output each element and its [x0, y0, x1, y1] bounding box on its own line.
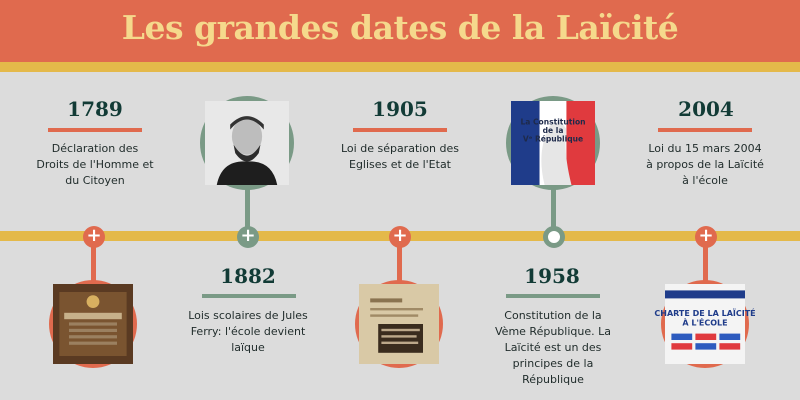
event-1789-description: Déclaration des Droits de l'Homme et du Citoyen [36, 142, 154, 187]
svg-text:CHARTE DE LA LAÏCITÉ: CHARTE DE LA LAÏCITÉ [654, 309, 756, 318]
header-band [0, 62, 800, 72]
plus-icon: + [698, 225, 714, 246]
event-1905-node[interactable] [389, 226, 411, 248]
event-1958-image [506, 96, 600, 190]
event-1882-year: 1882 [220, 264, 276, 288]
event-1789-year: 1789 [67, 97, 123, 121]
svg-text:Vᵉ République: Vᵉ République [522, 134, 584, 144]
constitution-cover-image [511, 101, 595, 185]
svg-text:À L'ÉCOLE: À L'ÉCOLE [682, 318, 728, 328]
event-1905-underline [353, 128, 447, 132]
event-1882-underline [202, 294, 296, 298]
event-1905-year: 1905 [372, 97, 428, 121]
event-1882-node[interactable] [237, 226, 259, 248]
event-1789-node[interactable] [83, 226, 105, 248]
declaration-document-image [53, 284, 133, 364]
event-1958-description: Constitution de la Vème République. La Laïcité est un des principes de la République [495, 309, 611, 386]
law-document-image [359, 284, 439, 364]
event-1905-description: Loi de séparation des Eglises et de l'Etat [341, 142, 459, 171]
event-1882-image [200, 96, 294, 190]
event-2004-image [654, 280, 756, 368]
event-2004-description: Loi du 15 mars 2004 à propos de la Laïcité à l'école [646, 142, 764, 187]
event-2004-node[interactable] [695, 226, 717, 248]
charte-laicite-image [654, 284, 756, 364]
event-1958-year: 1958 [524, 264, 580, 288]
svg-text:de la: de la [542, 125, 564, 135]
plus-icon: + [240, 225, 256, 246]
jules-ferry-portrait [205, 101, 289, 185]
event-1905-image [355, 280, 443, 368]
page-title: Les grandes dates de la Laïcité [121, 8, 679, 47]
event-1882-description: Lois scolaires de Jules Ferry: l'école devient laïque [188, 309, 308, 354]
plus-icon: + [86, 225, 102, 246]
event-2004-year: 2004 [678, 97, 734, 121]
event-1958-node[interactable] [543, 226, 565, 248]
event-1789-stem [91, 244, 96, 284]
event-2004-stem [703, 244, 708, 284]
plus-icon: + [392, 225, 408, 246]
svg-text:La Constitution: La Constitution [520, 117, 586, 127]
event-1789-underline [48, 128, 142, 132]
event-2004-underline [658, 128, 752, 132]
event-1789-image [49, 280, 137, 368]
event-1905-stem [397, 244, 402, 284]
event-1958-underline [506, 294, 600, 298]
